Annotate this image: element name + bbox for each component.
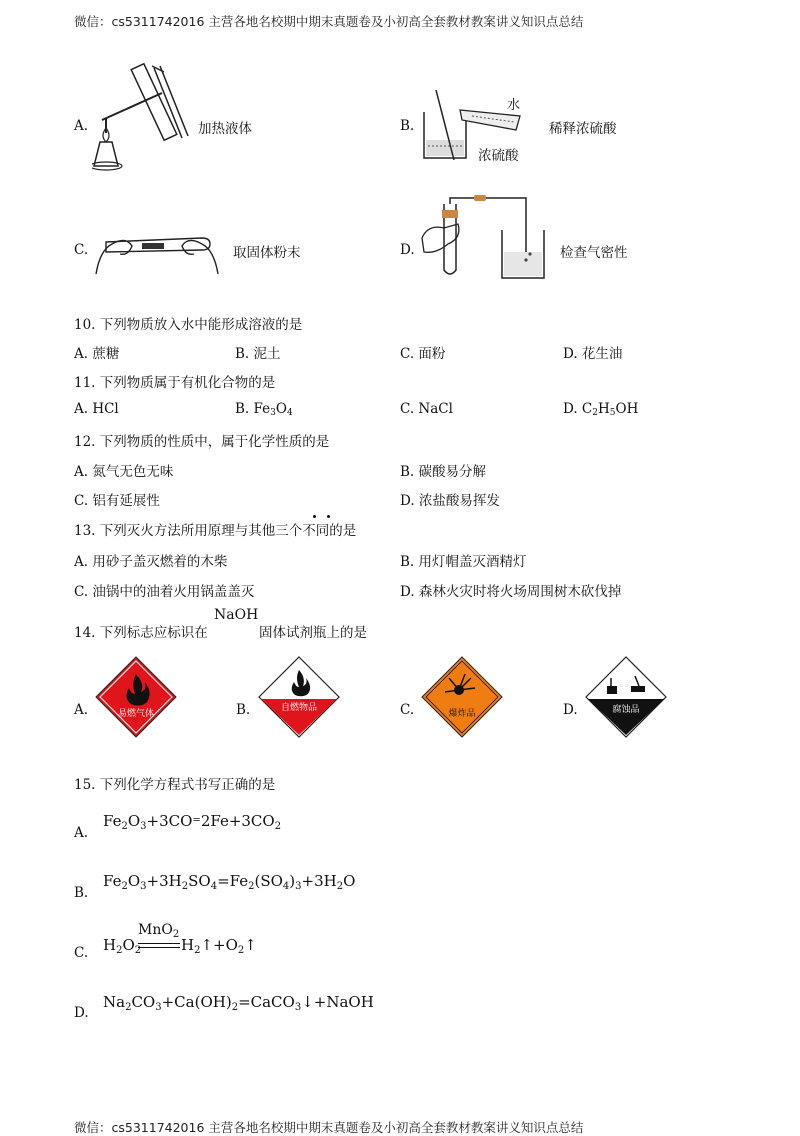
q11-option-d: D. $C_2H_5OH$	[563, 401, 639, 418]
equation-d: $Na_2CO_3+Ca(OH)_2=CaCO_3↓+NaOH$	[103, 993, 374, 1013]
acid-label: 浓硫酸	[478, 148, 519, 164]
q11-option-a: A. HCl	[74, 401, 119, 417]
q15-option-b-letter: B.	[74, 885, 89, 901]
q12-option-b: B. 碳酸易分解	[400, 464, 487, 480]
q13-option-c: C. 油锅中的油着火用锅盖盖灭	[74, 584, 255, 600]
q15-option-a-letter: A.	[74, 825, 89, 841]
q9-option-c-caption: 取固体粉末	[233, 245, 301, 261]
q14-option-b-letter: B.	[236, 702, 251, 718]
heating-liquid-figure	[92, 58, 192, 178]
spontaneous-combustion-sign	[258, 656, 340, 738]
airtightness-check-figure	[418, 194, 554, 286]
q15-option-c-letter: C.	[74, 945, 89, 961]
q9-option-a-letter: A.	[74, 118, 89, 134]
catalyst-label: MnO$_2$	[138, 922, 180, 940]
q10-option-a: A. 蔗糖	[74, 346, 120, 362]
emphasis-dot	[313, 515, 316, 518]
corrosive-sign	[585, 656, 667, 738]
explosive-sign	[421, 656, 503, 738]
reaction-arrow-double-line	[138, 943, 180, 948]
spontaneous-combustion-sign-label: 自燃物品	[280, 703, 318, 713]
equation-b: $Fe_2O_3+3H_2SO_4=Fe_2(SO_4)_3+3H_2O$	[103, 872, 356, 892]
flammable-gas-sign	[95, 656, 177, 738]
powder-sampling-figure	[92, 224, 222, 280]
q14-option-a-letter: A.	[74, 702, 89, 718]
q14-naoh: NaOH	[214, 607, 259, 623]
page-footer: 微信：cs5311742016 主营各地名校期中期末真题卷及小初高全套教材教案讲义知识点总结	[74, 1120, 584, 1135]
q14-stem-pre: 14. 下列标志应标识在	[74, 625, 208, 641]
q11-option-b: B. $Fe_3O_4$	[235, 401, 293, 418]
flammable-gas-sign-label: 易燃气体	[117, 709, 155, 719]
emphasis-dot	[327, 515, 330, 518]
q13-option-a: A. 用砂子盖灭燃着的木柴	[74, 554, 228, 570]
q12-option-d: D. 浓盐酸易挥发	[400, 493, 500, 509]
q9-option-b-letter: B.	[400, 118, 415, 134]
equation-a: $Fe_2O_3+3CO^=2Fe+3CO_2$	[103, 812, 282, 832]
explosive-sign-label: 爆炸品	[448, 709, 476, 719]
equation-c-right: $H_2↑+O_2↑$	[181, 936, 257, 956]
q12-stem: 12. 下列物质的性质中，属于化学性质的是	[74, 434, 330, 450]
q9-option-d-caption: 检查气密性	[560, 245, 628, 261]
q9-option-a-caption: 加热液体	[198, 121, 252, 137]
q9-option-b-caption: 稀释浓硫酸	[549, 121, 617, 137]
q11-option-c: C. NaCl	[400, 401, 453, 417]
q15-stem: 15. 下列化学方程式书写正确的是	[74, 777, 276, 793]
q12-option-a: A. 氮气无色无味	[74, 464, 174, 480]
q12-option-c: C. 铝有延展性	[74, 493, 160, 509]
q10-option-c: C. 面粉	[400, 346, 446, 362]
q10-stem: 10. 下列物质放入水中能形成溶液的是	[74, 317, 303, 333]
q10-option-b: B. 泥土	[235, 346, 281, 362]
page-header: 微信：cs5311742016 主营各地名校期中期末真题卷及小初高全套教材教案讲义知识点总结	[74, 14, 584, 29]
q13-stem: 13. 下列灭火方法所用原理与其他三个不同的是	[74, 523, 357, 539]
corrosive-sign-label: 腐蚀品	[612, 705, 640, 715]
q15-option-d-letter: D.	[74, 1005, 89, 1021]
q10-option-d: D. 花生油	[563, 346, 623, 362]
equation-c-left: $H_2O_2$	[103, 936, 142, 956]
water-label: 水	[507, 98, 521, 113]
q11-stem: 11. 下列物质属于有机化合物的是	[74, 375, 276, 391]
q13-option-b: B. 用灯帽盖灭酒精灯	[400, 554, 527, 570]
q14-option-d-letter: D.	[563, 702, 578, 718]
q13-option-d: D. 森林火灾时将火场周围树木砍伐掉	[400, 584, 622, 600]
q14-stem-post: 固体试剂瓶上的是	[259, 625, 367, 641]
q9-option-c-letter: C.	[74, 242, 89, 258]
q14-option-c-letter: C.	[400, 702, 415, 718]
q9-option-d-letter: D.	[400, 242, 415, 258]
